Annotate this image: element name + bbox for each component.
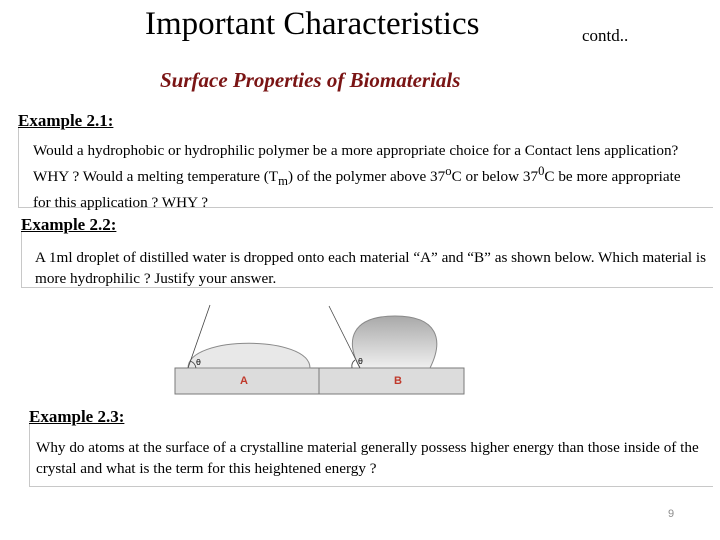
q1-superscript-0: 0 <box>538 164 545 178</box>
angle-symbol-b: θ <box>358 357 363 366</box>
label-b: B <box>394 375 402 387</box>
example-2-1-question <box>33 140 693 213</box>
example-2-3-heading: Example 2.3: <box>29 407 125 426</box>
q1-superscript-o: o <box>445 164 452 178</box>
droplet-b <box>352 316 436 368</box>
slide-subtitle: Surface Properties of Biomaterials <box>160 68 461 92</box>
angle-symbol-a: θ <box>196 358 201 367</box>
label-a: A <box>240 375 248 387</box>
example-2-2-heading: Example 2.2: <box>21 215 117 234</box>
droplet-a <box>188 343 310 368</box>
q1-text-b: ) of the polymer above 37 <box>287 168 446 186</box>
contact-angle-figure <box>174 302 466 398</box>
example-2-1-heading: Example 2.1: <box>18 111 114 130</box>
angle-arc-b <box>352 360 355 368</box>
q1-text-d: C be more appropriate for this application ? WHY ? <box>33 168 681 212</box>
example-2-3-question: Why do atoms at the surface of a crystalline material generally possess higher energy than those inside of the crystal and what is the term for this heightened energy ? <box>36 439 699 477</box>
q1-text-a: Would a hydrophobic or hydrophilic polymer be a more appropriate choice for a Contact lens application? WHY ? Would a melting temperature (T <box>33 142 679 186</box>
page-number: 9 <box>668 508 675 520</box>
q1-subscript-m: m <box>278 174 288 189</box>
continued-label: contd.. <box>582 26 629 45</box>
q1-text-c: C or below 37 <box>451 168 539 186</box>
slide-title: Important Characteristics <box>145 6 480 42</box>
example-2-2-question: A 1ml droplet of distilled water is dropped onto each material “A” and “B” as shown below. Which material is more hydrophilic ? Justify your answer. <box>35 249 707 287</box>
